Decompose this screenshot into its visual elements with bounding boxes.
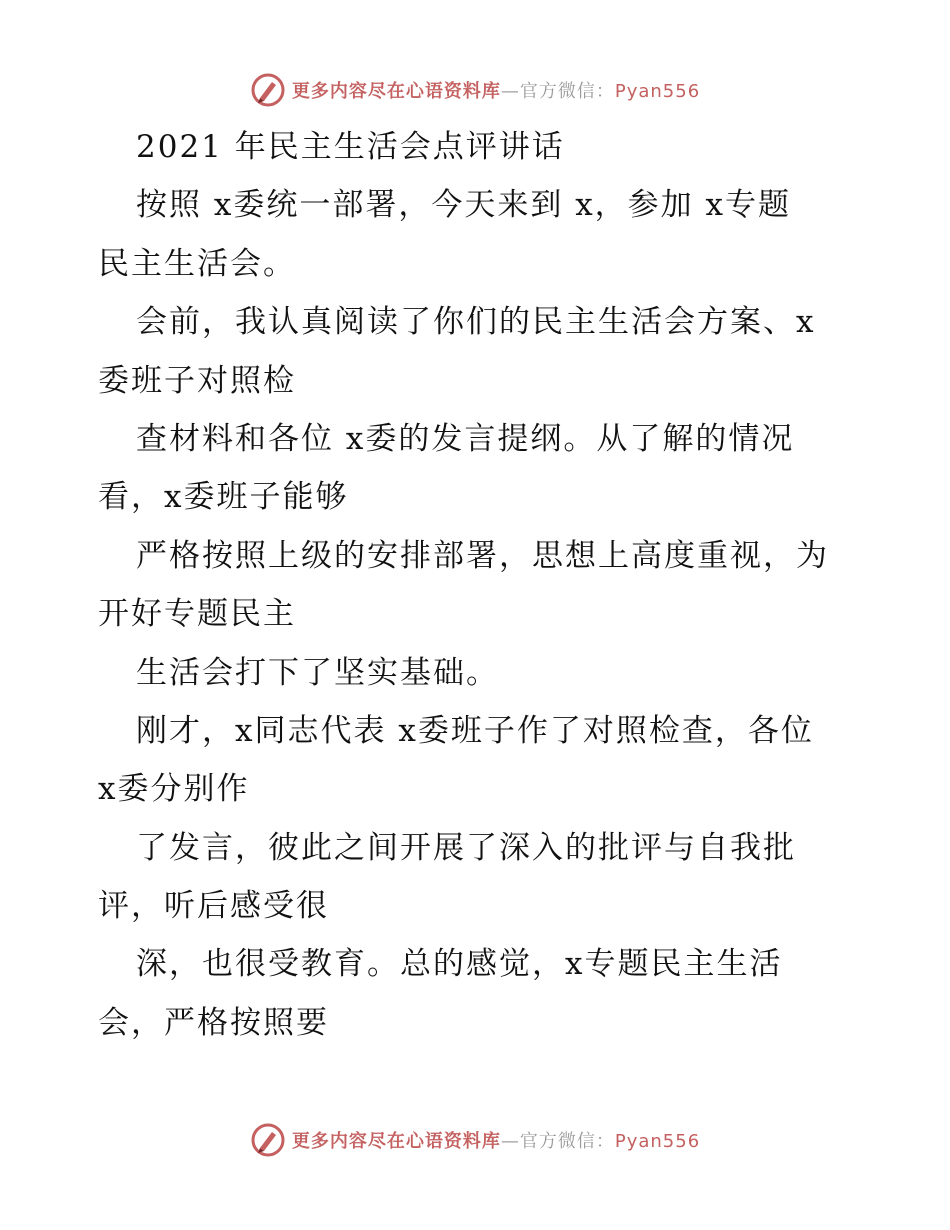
text-line: 刚才，x同志代表 x委班子作了对照检查，各位 xyxy=(136,712,814,749)
pen-logo-icon xyxy=(250,1122,286,1158)
text-line: 按照 x委统一部署，今天来到 x，参加 x专题 xyxy=(136,187,792,224)
text-line: 深，也很受教育。总的感觉，x专题民主生活 xyxy=(136,946,783,983)
text-line: 生活会打下了坚实基础。 xyxy=(136,654,499,691)
document-body xyxy=(98,118,868,1052)
text-line: 评，听后感受很 xyxy=(98,888,329,925)
text-line: 会，严格按照要 xyxy=(98,1004,329,1041)
footer-watermark xyxy=(0,1120,950,1160)
watermark-label: 官方微信： xyxy=(519,81,615,102)
pen-logo-icon xyxy=(250,72,286,108)
watermark-main-text: 更多内容尽在心语资料库 xyxy=(291,1131,501,1152)
text-line: 民主生活会。 xyxy=(98,245,296,282)
text-line: 委班子对照检 xyxy=(98,362,296,399)
watermark-label: 官方微信： xyxy=(519,1131,615,1152)
watermark-wechat-id: Pyan556 xyxy=(614,81,701,102)
text-line: 严格按照上级的安排部署，思想上高度重视，为 xyxy=(136,537,829,574)
document-title: 2021 年民主生活会点评讲话 xyxy=(136,129,565,165)
watermark-separator: — xyxy=(500,1131,520,1152)
watermark-main-text: 更多内容尽在心语资料库 xyxy=(291,81,501,102)
watermark-wechat-id: Pyan556 xyxy=(614,1131,701,1152)
text-line: 查材料和各位 x委的发言提纲。从了解的情况 xyxy=(136,420,795,457)
text-line: x委分别作 xyxy=(98,771,250,808)
watermark-separator: — xyxy=(500,81,520,102)
text-line: 会前，我认真阅读了你们的民主生活会方案、x xyxy=(136,304,816,341)
text-line: 开好专题民主 xyxy=(98,596,296,633)
text-line: 了发言，彼此之间开展了深入的批评与自我批 xyxy=(136,829,796,866)
header-watermark xyxy=(0,70,950,110)
text-line: 看，x委班子能够 xyxy=(98,479,349,516)
